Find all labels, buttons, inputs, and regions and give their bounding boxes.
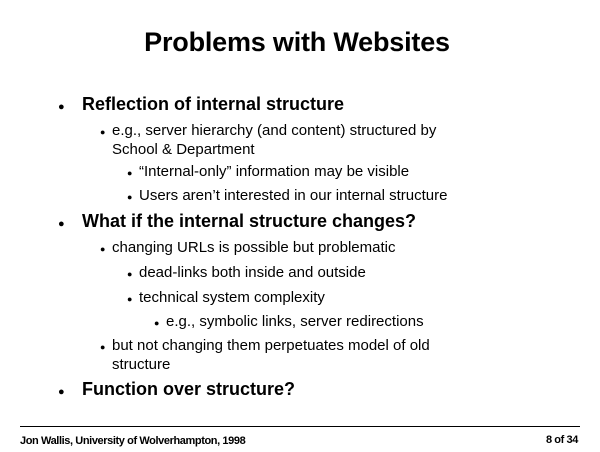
bullet-text: Function over structure? <box>82 379 296 399</box>
bullet-icon: ● <box>127 192 133 202</box>
bullet-structure-changes <box>58 211 416 232</box>
bullet-text: e.g., symbolic links, server redirections <box>166 313 424 330</box>
bullet-text: changing URLs is possible but problematic <box>112 239 396 256</box>
bullet-internal-only <box>127 162 409 181</box>
bullet-icon: ● <box>100 244 106 254</box>
bullet-users-not-interested <box>127 186 447 205</box>
bullet-not-changing-urls <box>100 336 430 374</box>
bullet-text: What if the internal structure changes? <box>82 211 417 231</box>
bullet-changing-urls <box>100 238 395 257</box>
bullet-icon: ● <box>154 318 160 328</box>
bullet-icon: ● <box>127 294 133 304</box>
bullet-dead-links <box>127 263 366 282</box>
footer-author: Jon Wallis, University of Wolverhampton, 1998 <box>20 435 246 447</box>
bullet-text: e.g., server hierarchy (and content) structured by School & Department <box>112 122 437 158</box>
bullet-text: Users aren’t interested in our internal structure <box>139 187 448 204</box>
bullet-icon: ● <box>100 342 106 352</box>
bullet-icon: ● <box>100 127 106 137</box>
bullet-symbolic-links <box>154 312 424 331</box>
bullet-icon: ● <box>58 101 65 113</box>
bullet-icon: ● <box>127 168 133 178</box>
bullet-reflection-internal-structure <box>58 94 344 115</box>
bullet-icon: ● <box>58 218 65 230</box>
bullet-text: technical system complexity <box>139 289 325 306</box>
footer-divider <box>20 426 580 427</box>
bullet-function-over-structure <box>58 379 295 400</box>
bullet-text: dead-links both inside and outside <box>139 264 366 281</box>
slide-footer <box>20 426 580 452</box>
bullet-icon: ● <box>58 386 65 398</box>
bullet-icon: ● <box>127 269 133 279</box>
bullet-text: Reflection of internal structure <box>82 94 345 114</box>
bullet-text: “Internal-only” information may be visible <box>139 163 410 180</box>
bullet-server-hierarchy <box>100 121 436 159</box>
bullet-technical-complexity <box>127 288 325 307</box>
slide-title: Problems with Websites <box>144 27 450 57</box>
bullet-text: but not changing them perpetuates model of old structure <box>112 337 430 373</box>
page-number: 8 of 34 <box>545 434 578 446</box>
